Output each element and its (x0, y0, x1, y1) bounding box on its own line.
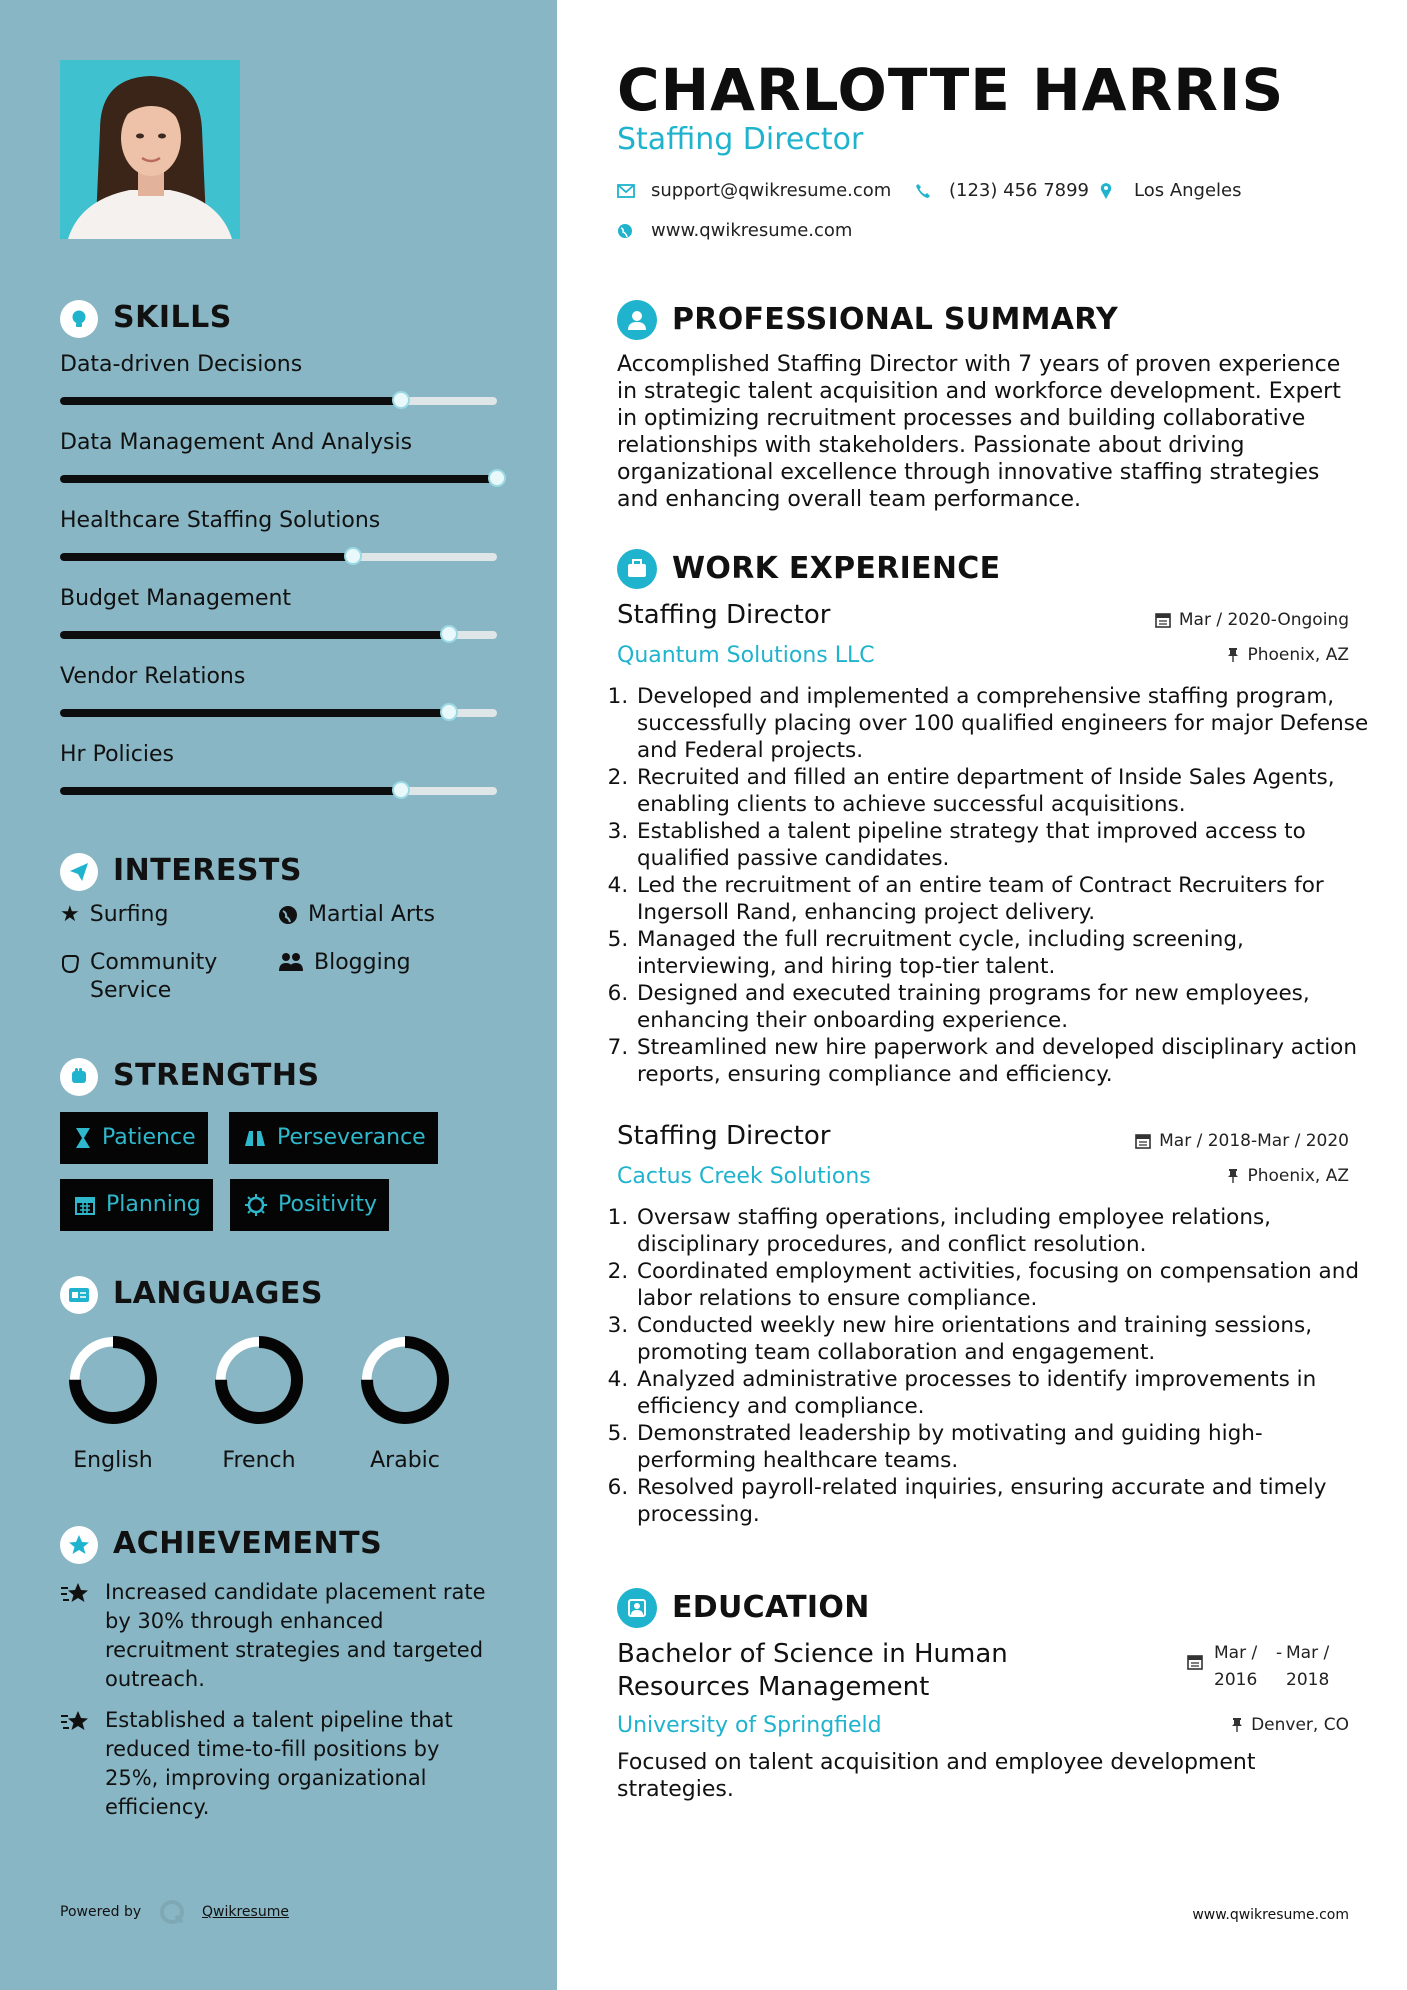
footer-website[interactable]: www.qwikresume.com (1192, 1907, 1349, 1923)
skill-level-fill (60, 709, 449, 717)
skill-level-knob (440, 703, 458, 721)
calendar-icon (1135, 1133, 1151, 1149)
strength-badge: Perseverance (229, 1112, 438, 1164)
language-level-ring (213, 1334, 305, 1426)
fist-icon (60, 1058, 98, 1096)
education-heading: EDUCATION (672, 1590, 870, 1625)
duty-item: 6. Resolved payroll-related inquiries, ensuring accurate and timely processing. (635, 1474, 1375, 1528)
strengths-heading: STRENGTHS (113, 1058, 320, 1093)
sidebar: SKILLS Data-driven Decisions Data Management And Analysis Healthcare Staffing Solutions Budget Management Vendor Relations Hr Policies INTERESTS ★ Surfing Martial Arts Community Service Blogging STRENGTHS Patience Perseverance Planning Positivity LANGUAGES English French Arabic ACHIEVEMENTS Increased candidate placement rate by 30% through enhanced recruitment strategies and targeted outreach. Established a talent pipeline that reduced time-to-fill positions by 25%, improving organizational efficiency. Powered by Qwikresume (0, 0, 557, 1990)
language-level-ring (359, 1334, 451, 1426)
powered-by-label: Powered by (60, 1904, 142, 1920)
job-title: Staffing Director (617, 1121, 831, 1151)
language-name: Arabic (370, 1448, 440, 1473)
contact-email[interactable]: support@qwikresume.com (617, 180, 891, 201)
lightbulb-icon (60, 300, 98, 338)
contact-website[interactable]: www.qwikresume.com (617, 220, 852, 241)
experience-heading: WORK EXPERIENCE (672, 551, 1001, 586)
pushpin-icon (1227, 1168, 1239, 1184)
skill-level-fill (60, 553, 353, 561)
interest-item: Blogging (278, 949, 411, 977)
skill-level-bar (60, 475, 497, 483)
job-dates: Mar / 2018-Mar / 2020 (1135, 1131, 1349, 1151)
language-level-ring (67, 1334, 159, 1426)
skill-name: Hr Policies (60, 742, 174, 767)
users-icon (278, 951, 304, 973)
skill-level-fill (60, 631, 449, 639)
skills-heading: SKILLS (113, 300, 232, 335)
graduation-icon (617, 1588, 657, 1628)
skill-level-knob (488, 469, 506, 487)
duty-item: 4. Led the recruitment of an entire team of Contract Recruiters for Ingersoll Rand, enhancing project delivery. (635, 872, 1375, 926)
profile-portrait-image (60, 60, 240, 239)
duty-item: 7. Streamlined new hire paperwork and developed disciplinary action reports, ensuring compliance and efficiency. (635, 1034, 1375, 1088)
duty-item: 2. Recruited and filled an entire department of Inside Sales Agents, enabling clients to achieve successful acquisitions. (635, 764, 1375, 818)
user-icon (617, 300, 657, 340)
skill-level-knob (440, 625, 458, 643)
candidate-name: CHARLOTTE HARRIS (617, 56, 1285, 124)
duty-item: 2. Coordinated employment activities, focusing on compensation and labor relations to ensure compliance. (635, 1258, 1375, 1312)
education-school: University of Springfield (617, 1713, 882, 1738)
skill-name: Vendor Relations (60, 664, 246, 689)
star-badge-icon (60, 1526, 98, 1564)
candidate-role: Staffing Director (617, 122, 864, 157)
skill-level-knob (344, 547, 362, 565)
education-degree: Bachelor of Science in Human Resources Management (617, 1639, 1008, 1702)
job-company: Cactus Creek Solutions (617, 1164, 871, 1189)
contact-phone[interactable]: (123) 456 7899 (915, 180, 1089, 201)
education-start: Mar / 2016 (1214, 1643, 1258, 1690)
skill-level-bar (60, 709, 497, 717)
achievements-heading: ACHIEVEMENTS (113, 1526, 383, 1561)
skill-level-fill (60, 475, 497, 483)
pushpin-icon (1231, 1717, 1243, 1733)
qwikresume-link[interactable]: Qwikresume (202, 1904, 289, 1920)
strength-badge: Planning (60, 1179, 213, 1231)
skill-level-bar (60, 397, 497, 405)
skill-name: Healthcare Staffing Solutions (60, 508, 381, 533)
calendar-icon (74, 1194, 96, 1216)
duty-item: 6. Designed and executed training programs for new employees, enhancing their onboarding experience. (635, 980, 1375, 1034)
calendar-icon (1187, 1654, 1203, 1670)
interest-item: Martial Arts (278, 901, 435, 929)
shooting-star-icon (60, 1580, 90, 1606)
summary-text: Accomplished Staffing Director with 7 years of proven experience in strategic talent acquisition and workforce development. Expert in optimizing recruitment processes and building collaborative relationships with stakeholders. Passionate about driving organizational excellence through innovative staffing strategies and enhancing overall team performance. (617, 352, 1341, 512)
briefcase-icon (617, 549, 657, 589)
skill-level-bar (60, 553, 497, 561)
job-company: Quantum Solutions LLC (617, 643, 875, 668)
skill-name: Data Management And Analysis (60, 430, 413, 455)
qwikresume-logo-icon (158, 1898, 186, 1926)
language-name: French (222, 1448, 296, 1473)
job-duties-list (609, 683, 1375, 1088)
duty-item: 1. Developed and implemented a comprehensive staffing program, successfully placing over 100 qualified engineers for major Defense and Federal projects. (635, 683, 1375, 764)
interests-heading: INTERESTS (113, 853, 302, 888)
duty-item: 1. Oversaw staffing operations, including employee relations, disciplinary procedures, and conflict resolution. (635, 1204, 1375, 1258)
job-location: Phoenix, AZ (1227, 645, 1349, 665)
job-duties-list (609, 1204, 1375, 1528)
envelope-icon (617, 184, 635, 198)
skill-name: Data-driven Decisions (60, 352, 303, 377)
skill-level-fill (60, 397, 401, 405)
id-card-icon (60, 1276, 98, 1314)
skill-level-knob (392, 391, 410, 409)
binoculars-icon (243, 1128, 267, 1148)
map-pin-icon (1100, 182, 1112, 200)
summary-heading: PROFESSIONAL SUMMARY (672, 302, 1119, 337)
globe-icon (278, 905, 298, 925)
calendar-icon (1155, 612, 1171, 628)
phone-icon (915, 183, 931, 199)
job-location: Phoenix, AZ (1227, 1166, 1349, 1186)
hourglass-icon (74, 1127, 92, 1149)
job-title: Staffing Director (617, 600, 831, 630)
job-dates: Mar / 2020-Ongoing (1155, 610, 1349, 630)
contact-location: Los Angeles (1100, 180, 1242, 201)
hand-icon (60, 952, 80, 974)
skill-level-bar (60, 787, 497, 795)
education-location: Denver, CO (1231, 1715, 1349, 1735)
duty-item: 4. Analyzed administrative processes to identify improvements in efficiency and compliance. (635, 1366, 1375, 1420)
profile-photo (60, 60, 240, 239)
duty-item: 5. Demonstrated leadership by motivating and guiding high-performing healthcare teams. (635, 1420, 1375, 1474)
paper-plane-icon (60, 853, 98, 891)
strength-badge: Positivity (230, 1179, 389, 1231)
interest-item: ★ Surfing (60, 902, 169, 927)
skill-level-fill (60, 787, 401, 795)
duty-item: 5. Managed the full recruitment cycle, including screening, interviewing, and hiring top-tier talent. (635, 926, 1375, 980)
globe-icon (617, 223, 633, 239)
education-end: Mar / 2018 (1286, 1643, 1330, 1690)
skill-level-knob (392, 781, 410, 799)
skill-name: Budget Management (60, 586, 292, 611)
star-icon: ★ (60, 902, 80, 927)
education-date-separator: - (1276, 1643, 1283, 1663)
shooting-star-icon (60, 1708, 90, 1734)
interest-item: Community Service (60, 949, 260, 1005)
pushpin-icon (1227, 647, 1239, 663)
duty-item: 3. Conducted weekly new hire orientations and training sessions, promoting team collaboration and engagement. (635, 1312, 1375, 1366)
duty-item: 3. Established a talent pipeline strategy that improved access to qualified passive candidates. (635, 818, 1375, 872)
skill-level-bar (60, 631, 497, 639)
strength-badge: Patience (60, 1112, 208, 1164)
language-name: English (73, 1448, 153, 1473)
education-description: Focused on talent acquisition and employee development strategies. (617, 1750, 1256, 1802)
sun-icon (244, 1193, 268, 1217)
languages-heading: LANGUAGES (113, 1276, 323, 1311)
